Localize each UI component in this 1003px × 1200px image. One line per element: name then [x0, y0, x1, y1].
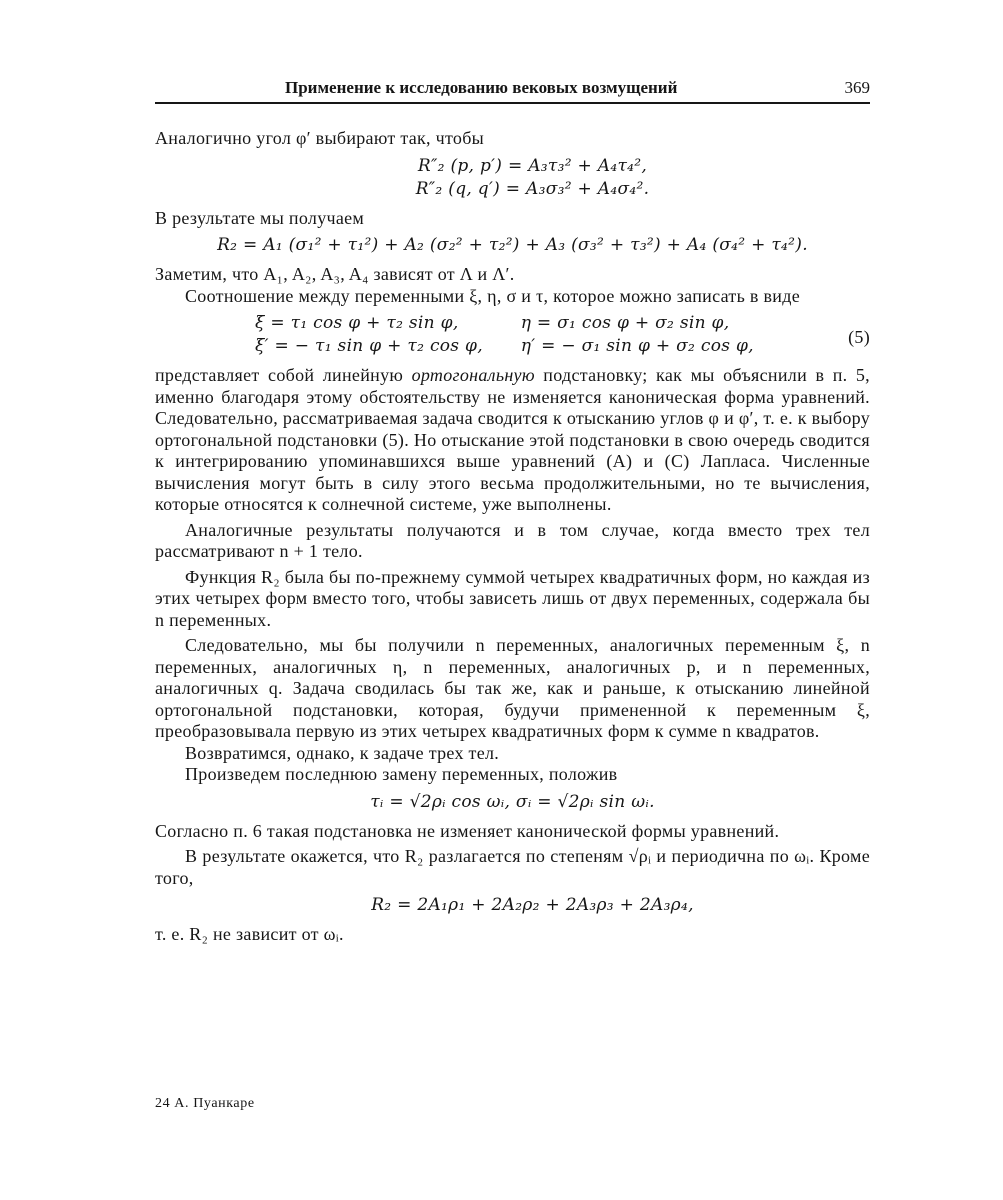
paragraph: В результате окажется, что R₂ разлагается по степеням √ρᵢ и периодична по ωᵢ. Кроме того,	[155, 846, 870, 888]
equation-xi: ξ = τ₁ cos φ + τ₂ sin φ,	[255, 313, 459, 333]
equation-line	[255, 336, 870, 359]
paragraph: Заметим, что A₁, A₂, A₃, A₄ зависят от Λ и Λ′.	[155, 264, 515, 284]
text-body	[155, 128, 870, 946]
paragraph: Произведем последнюю замену переменных, положив	[185, 764, 618, 784]
paragraph: Следовательно, мы бы получили n переменных, аналогичных переменным ξ, n переменных, аналогичных η, n переменных, аналогичных p, и n переменных, аналогичных q. Задача сводилась бы так же, как и раньше, к отысканию линейной ортогональной подстановки, которая, будучи примененной к переменным ξ, преобразовывала первую из этих четырех квадратичных форм к сумме n квадратов.	[155, 635, 870, 741]
paragraph: Функция R₂ была бы по-прежнему суммой четырех квадратичных форм, но каждая из этих четырех форм вместо того, чтобы зависеть лишь от двух переменных, содержала бы n переменных.	[155, 566, 870, 630]
emphasis-orthogonal: ортогональную	[411, 365, 535, 385]
equation-line	[255, 313, 870, 336]
equation-system-5	[155, 313, 870, 359]
header-title: Применение к исследованию вековых возмущений	[285, 78, 678, 97]
equation-line: R₂ = 2A₁ρ₁ + 2A₂ρ₂ + 2A₃ρ₃ + 2A₃ρ₄,	[371, 895, 694, 915]
paragraph: Аналогично угол φ′ выбирают так, чтобы	[155, 128, 485, 148]
equation-eta-prime: η′ = − σ₁ sin φ + σ₂ cos φ,	[520, 336, 754, 356]
paragraph: В результате мы получаем	[155, 207, 365, 228]
equation-r2-sum	[155, 235, 870, 258]
text-run: подстановку; как мы объяснили в п. 5, именно благодаря этому обстоятельству не изменяется каноническая форма уравнений. Следовательно, рассматриваемая задача сводится к отысканию углов φ и φ′, т. е. к выбору ортогональной подстановки (5). Но отыскание этой подстановки в свою очередь сводится к интегрированию упоминавшихся выше уравнений (A) и (C) Лапласа. Численные вычисления могут быть в силу этого весьма продолжительными, но те вычисления, которые относятся к солнечной системе, уже выполнены.	[155, 365, 870, 514]
equation-line: R″₂ (p, p′) = A₃τ₃² + A₄τ₄²,	[417, 155, 648, 176]
equation-line: R₂ = A₁ (σ₁² + τ₁²) + A₂ (σ₂² + τ₂²) + A₃ (σ₃² + τ₃²) + A₄ (σ₄² + τ₄²).	[217, 235, 808, 255]
paragraph	[155, 365, 870, 516]
equation-xi-prime: ξ′ = − τ₁ sin φ + τ₂ cos φ,	[255, 336, 483, 356]
text-run: представляет собой линейную	[155, 365, 412, 385]
equation-r2-expansion	[155, 895, 870, 918]
page-number: 369	[844, 78, 870, 97]
equation-r2-pq	[155, 156, 870, 202]
running-header	[155, 78, 870, 104]
paragraph: т. е. R₂ не зависит от ωᵢ.	[155, 924, 344, 944]
signature-mark: 24 А. Пуанкаре	[155, 1096, 255, 1111]
equation-line: R″₂ (q, q′) = A₃σ₃² + A₄σ₄².	[415, 178, 650, 199]
paragraph: Согласно п. 6 такая подстановка не изменяет канонической формы уравнений.	[155, 820, 780, 841]
paragraph: Возвратимся, однако, к задаче трех тел.	[185, 742, 500, 763]
equation-line: τᵢ = √2ρᵢ cos ωᵢ, σᵢ = √2ρᵢ sin ωᵢ.	[370, 791, 655, 812]
equation-number: (5)	[848, 327, 870, 347]
equation-substitution	[155, 792, 870, 815]
paragraph: Соотношение между переменными ξ, η, σ и τ, которое можно записать в виде	[185, 285, 800, 306]
equation-eta: η = σ₁ cos φ + σ₂ sin φ,	[520, 313, 730, 333]
paragraph: Аналогичные результаты получаются и в том случае, когда вместо трех тел рассматривают n + 1 тело.	[155, 519, 870, 561]
